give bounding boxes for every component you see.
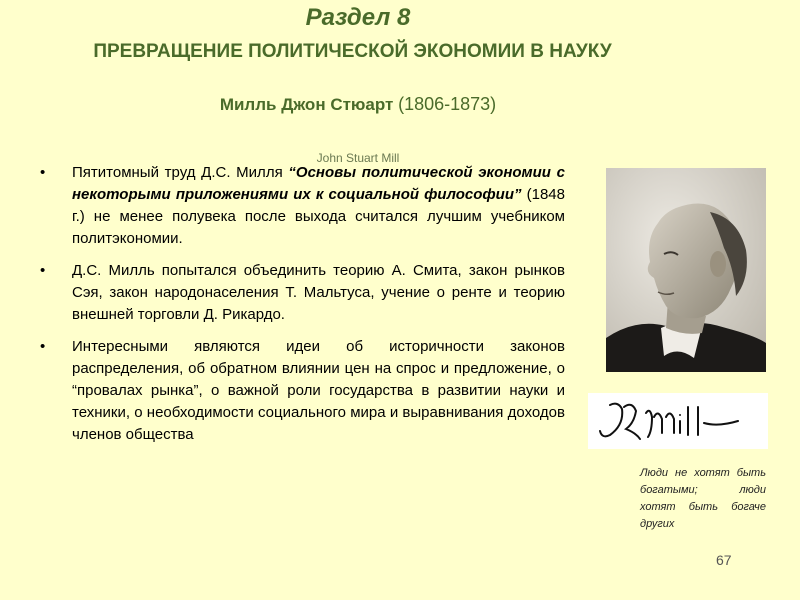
bullet-dot: • — [40, 164, 46, 181]
bullet-text: Интересными являются идеи об историчности законов распределения, об обратном влиянии цен на спрос и предложение, о “провалах рынка”, о важной роли государства в развитии науки и техники, о необходимости социального мира и выравнивания доходов членов общества — [72, 338, 565, 443]
slide-title: ПРЕВРАЩЕНИЕ ПОЛИТИЧЕСКОЙ ЭКОНОМИИ В НАУКУ — [93, 41, 612, 62]
signature-drawing — [588, 393, 768, 449]
author-line — [0, 94, 716, 115]
page-number: 67 — [716, 552, 732, 568]
bullet-list — [40, 162, 565, 456]
bullet-text: Пятитомный труд Д.С. Милля — [72, 164, 289, 181]
bullet-dot: • — [40, 338, 46, 355]
section-label: Раздел 8 — [305, 4, 411, 31]
bullet-text: Д.С. Милль попытался объединить теорию А. Смита, закон рынков Сэя, закон народонаселения Т. Мальтуса, учение о ренте и теорию внешней торговли Д. Рикардо. — [72, 262, 565, 323]
portrait-illustration — [606, 168, 766, 372]
signature-image — [588, 393, 768, 449]
bullet-text: (1848 г.) не менее полувека после выхода считался лучшим учебником политэкономии. — [72, 186, 565, 247]
quote-text: Люди не хотят быть богатыми; люди хотят быть богаче других — [640, 467, 766, 530]
english-name: John Stuart Mill — [316, 151, 400, 165]
author-name: Милль Джон Стюарт — [219, 95, 399, 114]
bullet-item — [40, 162, 565, 250]
bullet-item — [40, 260, 565, 326]
bullet-dot: • — [40, 262, 46, 279]
author-years: (1806-1873) — [398, 94, 497, 114]
portrait-image — [606, 168, 766, 372]
bullet-book-title: “Основы политической экономии с некоторыми приложениями их к социальной философии” — [72, 164, 566, 203]
bullet-item — [40, 336, 565, 446]
